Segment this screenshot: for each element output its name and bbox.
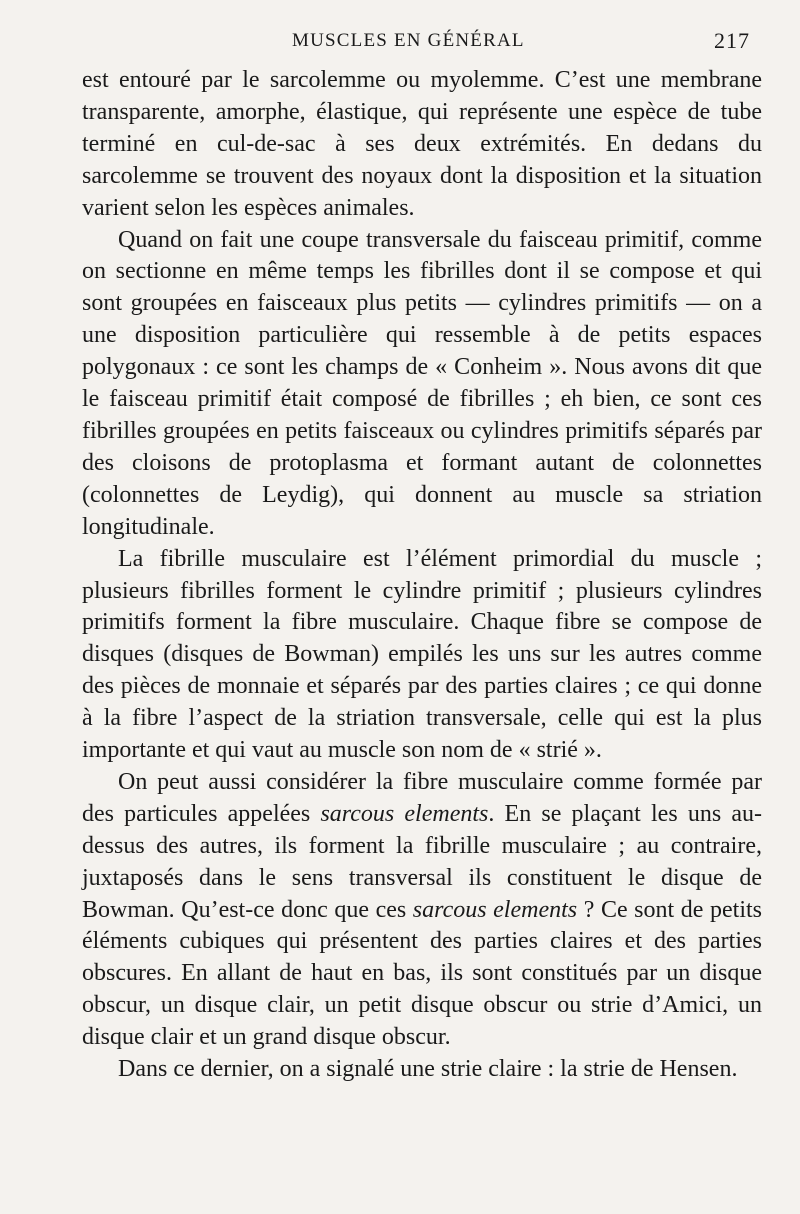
body-text xyxy=(82,65,762,1086)
italic-term: sarcous elements xyxy=(320,800,489,827)
text-run: . En se plaçant les uns au-dessus des autres, ils forment la fibrille musculaire ; au contraire, juxtaposés dans le sens transversal ils constituent le disque de Bowman. Qu’est-ce donc que ces xyxy=(82,800,762,923)
text-run: ? Ce sont de petits éléments cubiques qui présentent des parties claires et des parties obscures. En allant de haut en bas, ils sont constitués par un disque obscur, un disque clair, un petit disque obscur ou strie d’Amici, un disque clair et un grand disque obscur. xyxy=(82,896,762,1051)
paragraph xyxy=(82,65,762,225)
paragraph xyxy=(82,767,762,1054)
text-run: est entouré par le sarcolemme ou myolemme. C’est une membrane transparente, amorphe, élastique, qui représente une espèce de tube terminé en cul-de-sac à ses deux extrémités. En dedans du sarcolemme se trouvent des noyaux dont la disposition et la situation varient selon les espèces animales. xyxy=(82,67,762,221)
running-title: MUSCLES EN GÉNÉRAL xyxy=(292,30,525,51)
text-run: La fibrille musculaire est l’élément primordial du muscle ; plusieurs fibrilles forment le cylindre primitif ; plusieurs cylindres primitifs forment la fibre musculaire. Chaque fibre se compose de disques (disques de Bowman) empilés les uns sur les autres comme des pièces de monnaie et séparés par des parties claires ; ce qui donne à la fibre l’aspect de la striation transversale, celle qui est la plus importante et qui vaut au muscle son nom de « strié ». xyxy=(82,545,762,764)
page-header xyxy=(82,30,762,60)
page-number: 217 xyxy=(714,28,750,53)
text-run: Quand on fait une coupe transversale du faisceau primitif, comme on sectionne en même temps les fibrilles dont il se compose et qui sont groupées en faisceaux plus petits — cylindres primitifs — on a une disposition particulière qui ressemble à de petits espaces polygonaux : ce sont les champs de « Conheim ». Nous avons dit que le faisceau primitif était composé de fibrilles ; eh bien, ce sont ces fibrilles groupées en petits faisceaux ou cylindres primitifs séparés par des cloisons de protoplasma et formant autant de colonnettes (colonnettes de Leydig), qui donnent au muscle sa striation longitudinale. xyxy=(82,226,762,540)
italic-term: sarcous elements xyxy=(412,896,578,923)
paragraph xyxy=(82,225,762,544)
paragraph xyxy=(82,544,762,767)
text-run: On peut aussi considérer la fibre musculaire comme formée par des particules appelées xyxy=(82,768,762,827)
paragraph xyxy=(82,1054,762,1086)
text-run: Dans ce dernier, on a signalé une strie claire : la strie de Hensen. xyxy=(118,1056,738,1083)
